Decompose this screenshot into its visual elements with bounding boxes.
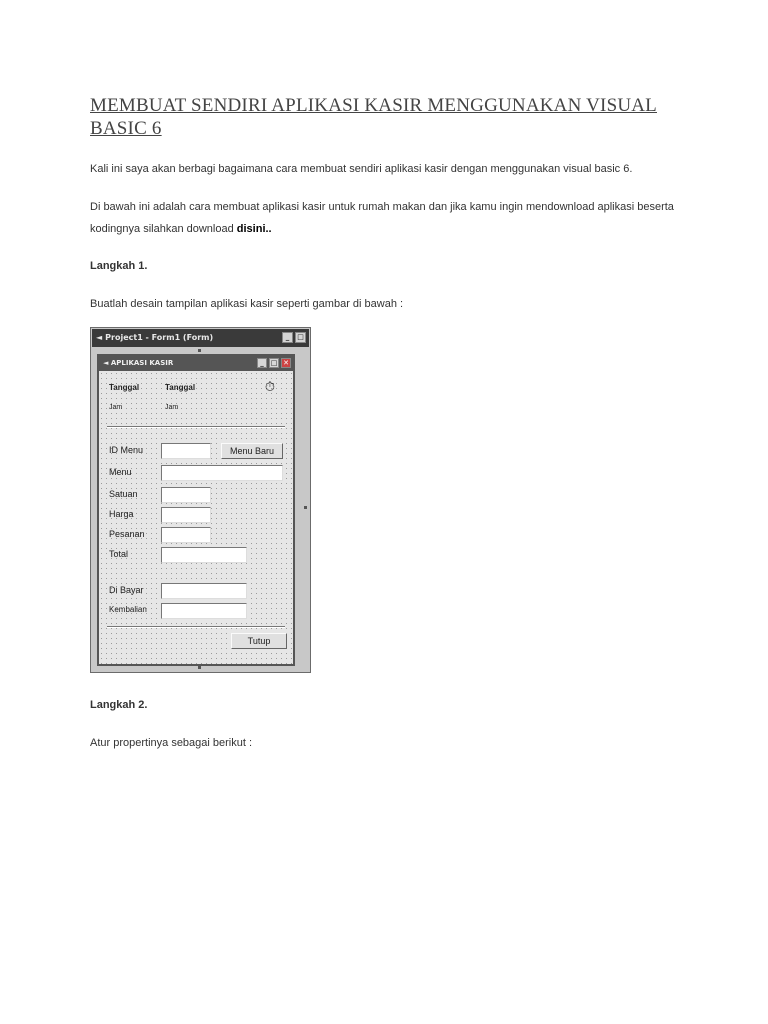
label-kembalian: Kembalian <box>109 605 147 614</box>
divider <box>107 426 285 428</box>
tutup-button[interactable]: Tutup <box>231 633 287 649</box>
menu-input[interactable] <box>161 465 283 481</box>
label-menu: Menu <box>109 467 132 477</box>
resize-handle <box>304 506 307 509</box>
ide-titlebar <box>92 329 309 347</box>
harga-input[interactable] <box>161 507 211 523</box>
minimize-icon[interactable]: _ <box>282 332 293 343</box>
ide-window-controls <box>282 332 306 343</box>
id-menu-input[interactable] <box>161 443 211 459</box>
step-2-heading: Langkah 2. <box>90 699 148 711</box>
article-title: MEMBUAT SENDIRI APLIKASI KASIR MENGGUNAKAN VISUAL BASIC 6 <box>90 95 657 139</box>
form-icon: ◄ <box>96 333 103 342</box>
label-total: Total <box>109 549 129 559</box>
ide-title: Project1 - Form1 (Form) <box>105 333 214 342</box>
label-id-menu: ID Menu <box>109 445 144 455</box>
label-tanggal: Tanggal <box>109 383 140 392</box>
form-titlebar <box>99 356 293 371</box>
form-icon: ◄ <box>103 359 111 367</box>
menu-baru-button[interactable]: Menu Baru <box>221 443 283 459</box>
intro-paragraph: Kali ini saya akan berbagi bagaimana cara membuat sendiri aplikasi kasir dengan menggunakan visual basic 6. <box>90 163 633 175</box>
label-tanggal-value: Tanggal <box>165 383 196 392</box>
download-link[interactable]: disini.. <box>236 223 272 235</box>
divider <box>107 626 285 628</box>
form-window-controls <box>257 358 291 368</box>
download-paragraph <box>90 196 690 240</box>
resize-handle <box>198 349 201 352</box>
form-title: APLIKASI KASIR <box>110 359 174 367</box>
close-icon[interactable]: ✕ <box>281 358 291 368</box>
step-1-text: Buatlah desain tampilan aplikasi kasir seperti gambar di bawah : <box>90 298 404 310</box>
vb-ide-screenshot <box>90 327 311 673</box>
label-satuan: Satuan <box>109 489 138 499</box>
label-harga: Harga <box>109 509 134 519</box>
resize-handle <box>198 666 201 669</box>
step-2-text: Atur propertinya sebagai berikut : <box>90 737 253 749</box>
minimize-icon[interactable]: _ <box>257 358 267 368</box>
kembalian-input[interactable] <box>161 603 247 619</box>
stopwatch-icon: ⏱ <box>264 379 276 394</box>
step-1-heading: Langkah 1. <box>90 260 148 272</box>
label-jam: Jam <box>109 404 123 411</box>
di-bayar-input[interactable] <box>161 583 247 599</box>
total-input[interactable] <box>161 547 247 563</box>
label-pesanan: Pesanan <box>109 529 145 539</box>
form-body <box>99 371 293 664</box>
satuan-input[interactable] <box>161 487 211 503</box>
download-text: Di bawah ini adalah cara membuat aplikasi kasir untuk rumah makan dan jika kamu ingin mendownload aplikasi beserta kodingnya silahkan download <box>90 201 674 235</box>
form-aplikasi-kasir <box>97 354 295 666</box>
pesanan-input[interactable] <box>161 527 211 543</box>
label-di-bayar: Di Bayar <box>109 585 144 595</box>
maximize-icon[interactable]: □ <box>270 359 278 367</box>
maximize-icon[interactable]: □ <box>295 332 306 343</box>
label-jam-value: Jam <box>165 404 179 411</box>
